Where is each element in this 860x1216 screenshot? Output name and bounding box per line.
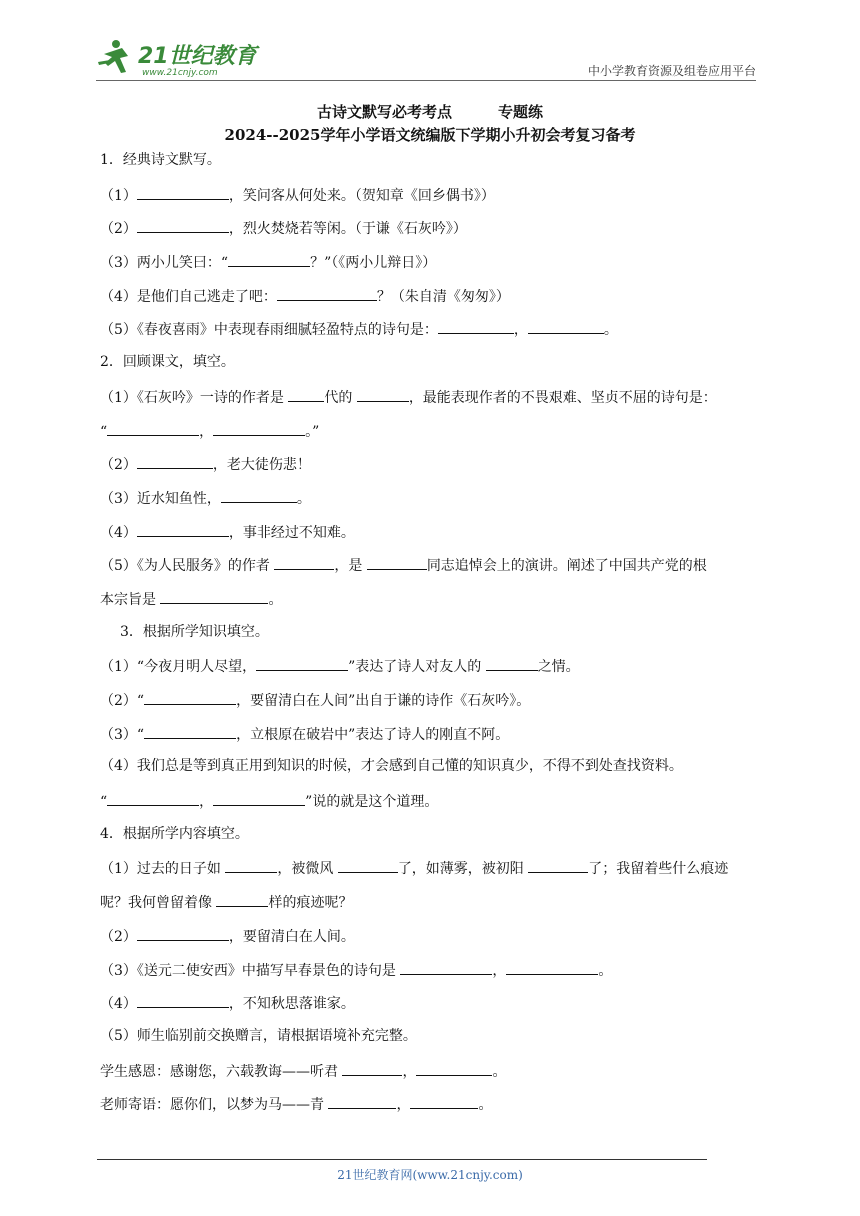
exercise-text: 。 — [598, 962, 613, 979]
exercise-text: 。” — [305, 423, 320, 440]
answer-blank[interactable] — [137, 186, 229, 200]
answer-blank[interactable] — [213, 422, 305, 436]
footer-link[interactable]: 21世纪教育网(www.21cnjy.com) — [337, 1168, 523, 1182]
answer-blank[interactable] — [107, 422, 199, 436]
exercise-text: ， — [199, 794, 214, 811]
exercise-text: 。 — [478, 1097, 493, 1114]
exercise-line — [100, 927, 760, 961]
exercise-line — [100, 758, 760, 792]
exercise-line — [100, 859, 760, 893]
exercise-text: （3）《送元二使安西》中描写早春景色的诗句是 — [100, 962, 401, 979]
page-title — [0, 101, 860, 122]
exercise-line — [100, 1062, 760, 1096]
exercise-text: （4）是他们自己逃走了吧： — [100, 288, 277, 305]
answer-blank[interactable] — [277, 287, 377, 301]
exercise-text: （1）《石灰吟》一诗的作者是 — [100, 389, 289, 406]
exercise-text: 1．经典诗文默写。 — [100, 152, 221, 168]
exercise-line — [100, 624, 760, 658]
answer-blank[interactable] — [288, 388, 324, 402]
exercise-text: ，不知秋思落谁家。 — [228, 996, 355, 1013]
answer-blank[interactable] — [328, 1095, 396, 1109]
answer-blank[interactable] — [410, 1095, 478, 1109]
answer-blank[interactable] — [274, 556, 334, 570]
answer-blank[interactable] — [228, 253, 310, 267]
exercise-line — [100, 523, 760, 557]
exercise-line — [100, 826, 760, 860]
exercise-text: （1）“今夜月明人尽望， — [100, 659, 257, 676]
exercise-text: ， — [396, 1097, 411, 1114]
exercise-line — [100, 590, 760, 624]
answer-blank[interactable] — [137, 927, 229, 941]
exercise-text: ，笑问客从何处来。（贺知章《回乡偶书》） — [228, 187, 495, 204]
exercise-text: 本宗旨是 — [100, 591, 161, 608]
logo-text: 21世纪教育 — [138, 44, 257, 69]
exercise-text: ，是 — [334, 558, 367, 575]
answer-blank[interactable] — [367, 556, 427, 570]
exercise-line — [100, 320, 760, 354]
exercise-text: （1）过去的日子如 — [100, 861, 226, 878]
answer-blank[interactable] — [137, 219, 229, 233]
exercise-text: （1） — [100, 187, 137, 204]
exercise-text: （5）师生临别前交换赠言，请根据语境补充完整。 — [100, 1027, 417, 1044]
answer-blank[interactable] — [107, 792, 199, 806]
answer-blank[interactable] — [416, 1062, 492, 1076]
exercise-text: ， — [492, 962, 507, 979]
exercise-text: 老师寄语：愿你们，以梦为马——青 — [100, 1097, 329, 1114]
exercise-text: （5）《为人民服务》的作者 — [100, 558, 275, 575]
answer-blank[interactable] — [357, 388, 409, 402]
exercise-content — [100, 152, 760, 1129]
page-subtitle: 2024--2025学年小学语文统编版下学期小升初会考复习备考 — [224, 126, 636, 144]
exercise-text: ，老大徒伤悲！ — [212, 457, 311, 474]
exercise-text: 3．根据所学知识填空。 — [120, 623, 269, 640]
exercise-text: 之情。 — [537, 659, 580, 676]
exercise-text: 2．回顾课文，填空。 — [100, 354, 235, 371]
exercise-text: ， — [513, 322, 528, 339]
exercise-text: ，被微风 — [277, 861, 338, 878]
answer-blank[interactable] — [506, 961, 598, 975]
exercise-line — [100, 961, 760, 995]
exercise-text: 。 — [492, 1063, 507, 1080]
exercise-text: 4．根据所学内容填空。 — [100, 825, 249, 842]
site-logo — [96, 36, 266, 80]
exercise-text: （4） — [100, 996, 137, 1013]
answer-blank[interactable] — [137, 994, 229, 1008]
exercise-line — [100, 1095, 760, 1129]
exercise-text: “ — [100, 794, 108, 811]
exercise-text: （3）两小儿笑曰：“ — [100, 255, 229, 272]
exercise-text: ？”（《两小儿辩日》） — [310, 255, 437, 272]
exercise-text: ”表达了诗人对友人的 — [348, 659, 486, 676]
exercise-line — [100, 792, 760, 826]
exercise-text: 代的 — [324, 389, 357, 406]
exercise-line — [100, 253, 760, 287]
answer-blank[interactable] — [221, 489, 297, 503]
answer-blank[interactable] — [486, 657, 538, 671]
answer-blank[interactable] — [256, 657, 348, 671]
exercise-line — [100, 287, 760, 321]
exercise-text: ”说的就是这个道理。 — [305, 794, 439, 811]
platform-name: 中小学教育资源及组卷应用平台 — [587, 64, 756, 78]
exercise-text: 。 — [603, 322, 618, 339]
exercise-text: （2） — [100, 221, 137, 238]
answer-blank[interactable] — [438, 320, 514, 334]
exercise-text: （4）我们总是等到真正用到知识的时候，才会感到自己懂的知识真少，不得不到处查找资料。 — [100, 758, 683, 775]
answer-blank[interactable] — [144, 691, 236, 705]
answer-blank[interactable] — [160, 590, 268, 604]
answer-blank[interactable] — [528, 320, 604, 334]
exercise-text: （2） — [100, 928, 137, 945]
exercise-text: “ — [100, 423, 108, 440]
exercise-text: （5）《春夜喜雨》中表现春雨细腻轻盈特点的诗句是： — [100, 322, 438, 339]
exercise-text: ， — [199, 423, 214, 440]
exercise-text: ， — [402, 1063, 417, 1080]
exercise-line — [100, 691, 760, 725]
header-divider — [96, 80, 756, 81]
exercise-text: ，事非经过不知难。 — [228, 524, 355, 541]
logo-url: www.21cnjy.com — [142, 68, 218, 78]
exercise-text: 了；我留着些什么痕迹 — [588, 861, 729, 878]
exercise-line — [100, 455, 760, 489]
exercise-text: 。 — [268, 591, 283, 608]
exercise-line — [100, 219, 760, 253]
answer-blank[interactable] — [400, 961, 492, 975]
exercise-text: （2） — [100, 457, 137, 474]
exercise-line — [100, 186, 760, 220]
title-part2: 专题练 — [498, 103, 544, 121]
exercise-text: ，立根原在破岩中”表达了诗人的刚直不阿。 — [236, 726, 510, 743]
exercise-text: 样的痕迹呢？ — [268, 895, 353, 912]
exercise-text: （4） — [100, 524, 137, 541]
exercise-text: ，要留清白在人间。 — [228, 928, 355, 945]
answer-blank[interactable] — [216, 893, 268, 907]
exercise-line — [100, 556, 760, 590]
exercise-text: 呢？我何曾留着像 — [100, 895, 217, 912]
exercise-text: （2）“ — [100, 693, 145, 709]
exercise-text: 。 — [296, 490, 311, 507]
answer-blank[interactable] — [338, 859, 398, 873]
answer-blank[interactable] — [528, 859, 588, 873]
answer-blank[interactable] — [213, 792, 305, 806]
exercise-text: 同志追悼会上的演讲。阐述了中国共产党的根 — [426, 558, 707, 575]
answer-blank[interactable] — [137, 523, 229, 537]
exercise-line — [100, 657, 760, 691]
exercise-text: ？（朱自清《匆匆》） — [376, 288, 510, 305]
exercise-line — [100, 1028, 760, 1062]
exercise-text: ，要留清白在人间”出自于谦的诗作《石灰吟》。 — [236, 693, 531, 709]
exercise-line — [100, 489, 760, 523]
answer-blank[interactable] — [137, 455, 213, 469]
footer-divider — [97, 1159, 707, 1160]
exercise-text: （3）“ — [100, 726, 145, 743]
title-part1: 古诗文默写必考考点 — [316, 103, 452, 121]
answer-blank[interactable] — [225, 859, 277, 873]
exercise-line — [100, 388, 760, 422]
answer-blank[interactable] — [342, 1062, 402, 1076]
exercise-line — [100, 725, 760, 759]
exercise-line — [100, 422, 760, 456]
exercise-text: （3）近水知鱼性， — [100, 490, 221, 507]
exercise-text: ，烈火焚烧若等闲。（于谦《石灰吟》） — [228, 221, 467, 238]
exercise-text: 学生感恩：感谢您，六载教诲——听君 — [100, 1063, 343, 1080]
exercise-text: 了，如薄雾，被初阳 — [397, 861, 529, 878]
exercise-text: ，最能表现作者的不畏艰难、坚贞不屈的诗句是： — [408, 389, 717, 406]
exercise-line — [100, 354, 760, 388]
exercise-line — [100, 994, 760, 1028]
exercise-line — [100, 893, 760, 927]
answer-blank[interactable] — [144, 725, 236, 739]
exercise-line — [100, 152, 760, 186]
